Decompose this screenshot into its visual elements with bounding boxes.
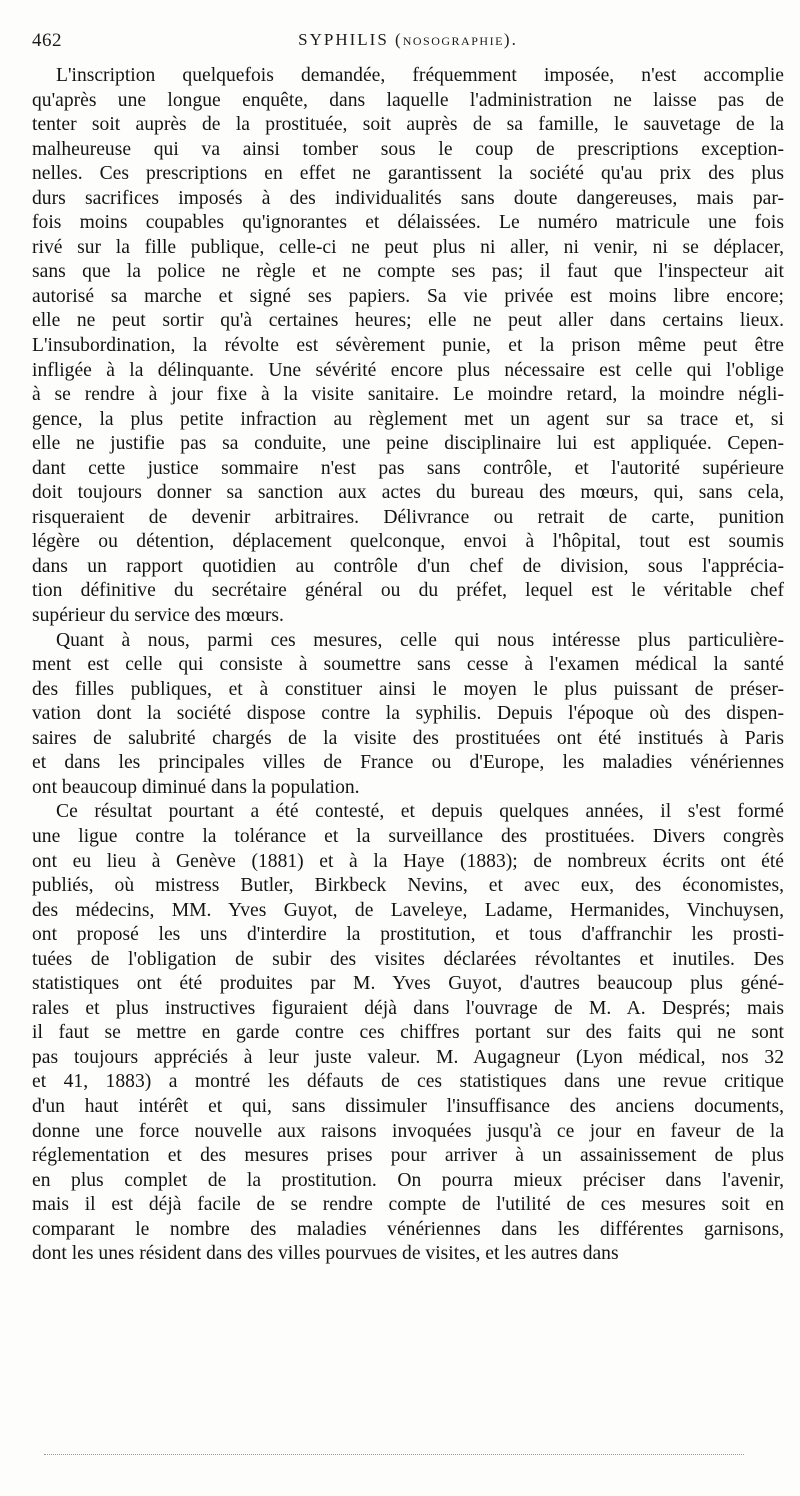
text-line: dont les unes résident dans des villes pourvues de visites, et les autres dans [32,1243,619,1265]
text-line: des médecins, MM. Yves Guyot, de Laveleye, Ladame, Hermanides, Vinchuysen, [32,899,784,921]
text-line: donne une force nouvelle aux raisons invoquées jusqu'à ce jour en faveur de la [32,1120,784,1142]
text-line: malheureuse qui va ainsi tomber sous le coup de prescriptions exception- [32,138,784,160]
text-line: L'inscription quelquefois demandée, fréquemment imposée, n'est accomplie [56,65,784,86]
text-line: et 41, 1883) a montré les défauts de ces statistiques dans une revue critique [32,1071,784,1093]
text-line: tuées de l'obligation de subir des visites déclarées révoltantes et inutiles. Des [32,948,784,970]
footer-rule [44,1454,744,1455]
text-line: doit toujours donner sa sanction aux actes du bureau des mœurs, qui, sans cela, [32,482,784,504]
text-line: des filles publiques, et à constituer ainsi le moyen le plus puissant de préser- [32,678,784,700]
text-line: L'insubordination, la révolte est sévèrement punie, et la prison même peut être [32,335,784,357]
running-title-main: SYPHILIS ( [298,30,403,49]
text-line: qu'après une longue enquête, dans laquelle l'administration ne laisse pas de [32,89,784,111]
text-line: ont eu lieu à Genève (1881) et à la Haye (1883); de nombreux écrits ont été [32,850,784,872]
text-line: sans que la police ne règle et ne compte ses pas; il faut que l'inspecteur ait [32,261,784,283]
text-line: réglementation et des mesures prises pour arriver à un assainissement de plus [32,1145,784,1167]
text-line: publiés, où mistress Butler, Birkbeck Nevins, et avec eux, des économistes, [32,875,784,897]
page-number: 462 [32,30,62,51]
text-line: Quant à nous, parmi ces mesures, celle qui nous intéresse plus particulière- [56,629,784,651]
text-line: vation dont la société dispose contre la syphilis. Depuis l'époque où des dispen- [32,703,784,725]
text-line: ont proposé les uns d'interdire la prostitution, et tous d'affranchir les prosti- [32,924,784,946]
text-line: dant cette justice sommaire n'est pas sans contrôle, et l'autorité supérieure [32,457,784,479]
text-line: une ligue contre la tolérance et la surveillance des prostituées. Divers congrès [32,825,784,847]
text-line: il faut se mettre en garde contre ces chiffres portant sur des faits qui ne sont [32,1022,784,1044]
text-line: gence, la plus petite infraction au règlement met un agent sur sa trace et, si [32,408,784,430]
text-line: en plus complet de la prostitution. On pourra mieux préciser dans l'avenir, [32,1169,784,1191]
text-line: fois moins coupables qu'ignorantes et délaissées. Le numéro matricule une fois [32,212,784,234]
text-line: Ce résultat pourtant a été contesté, et depuis quelques années, il s'est formé [56,801,784,823]
body-text [32,64,784,1267]
text-line: autorisé sa marche et signé ses papiers. Sa vie privée est moins libre encore; [32,285,784,307]
text-line: statistiques ont été produites par M. Yves Guyot, d'autres beaucoup plus géné- [32,973,784,995]
text-line: infligée à la délinquante. Une sévérité encore plus nécessaire est celle qui l'oblige [32,359,784,381]
text-line: d'un haut intérêt et qui, sans dissimuler l'insuffisance des anciens documents, [32,1095,784,1117]
text-line: mais il est déjà facile de se rendre compte de l'utilité de ces mesures soit en [32,1194,784,1216]
running-header [32,30,784,56]
text-line: ment est celle qui consiste à soumettre sans cesse à l'examen médical la santé [32,654,784,676]
text-line: tion définitive du secrétaire général ou du préfet, lequel est le véritable chef [32,580,784,602]
text-line: et dans les principales villes de France ou d'Europe, les maladies vénériennes [32,752,784,774]
text-line: tenter soit auprès de la prostituée, soit auprès de sa famille, le sauvetage de la [32,114,784,136]
text-line: durs sacrifices imposés à des individualités sans doute dangereuses, mais par- [32,187,784,209]
text-line: saires de salubrité chargés de la visite des prostituées ont été institués à Paris [32,727,784,749]
text-line: nelles. Ces prescriptions en effet ne garantissent la société qu'au prix des plus [32,163,784,185]
text-line: comparant le nombre des maladies vénériennes dans les différentes garnisons, [32,1218,784,1240]
text-line: légère ou détention, déplacement quelconque, envoi à l'hôpital, tout est soumis [32,531,784,553]
running-title-end: ). [503,30,518,49]
text-line: elle ne peut sortir qu'à certaines heures; elle ne peut aller dans certains lieux. [32,310,784,332]
text-line: rivé sur la fille publique, celle-ci ne peut plus ni aller, ni venir, ni se déplacer, [32,236,784,258]
running-title [32,30,784,50]
text-line: pas toujours appréciés à leur juste valeur. M. Augagneur (Lyon médical, nos 32 [32,1046,784,1068]
running-title-small: NOSOGRAPHIE [402,34,504,48]
text-line: rales et plus instructives figuraient déjà dans l'ouvrage de M. A. Després; mais [32,997,784,1019]
text-line: dans un rapport quotidien au contrôle d'un chef de division, sous l'apprécia- [32,555,784,577]
text-line: à se rendre à jour fixe à la visite sanitaire. Le moindre retard, la moindre négli- [32,384,784,406]
text-line: supérieur du service des mœurs. [32,605,284,627]
text-line: elle ne justifie pas sa conduite, une peine disciplinaire lui est appliquée. Cepen- [32,433,784,455]
text-line: ont beaucoup diminué dans la population. [32,776,360,798]
text-line: risqueraient de devenir arbitraires. Délivrance ou retrait de carte, punition [32,506,784,528]
